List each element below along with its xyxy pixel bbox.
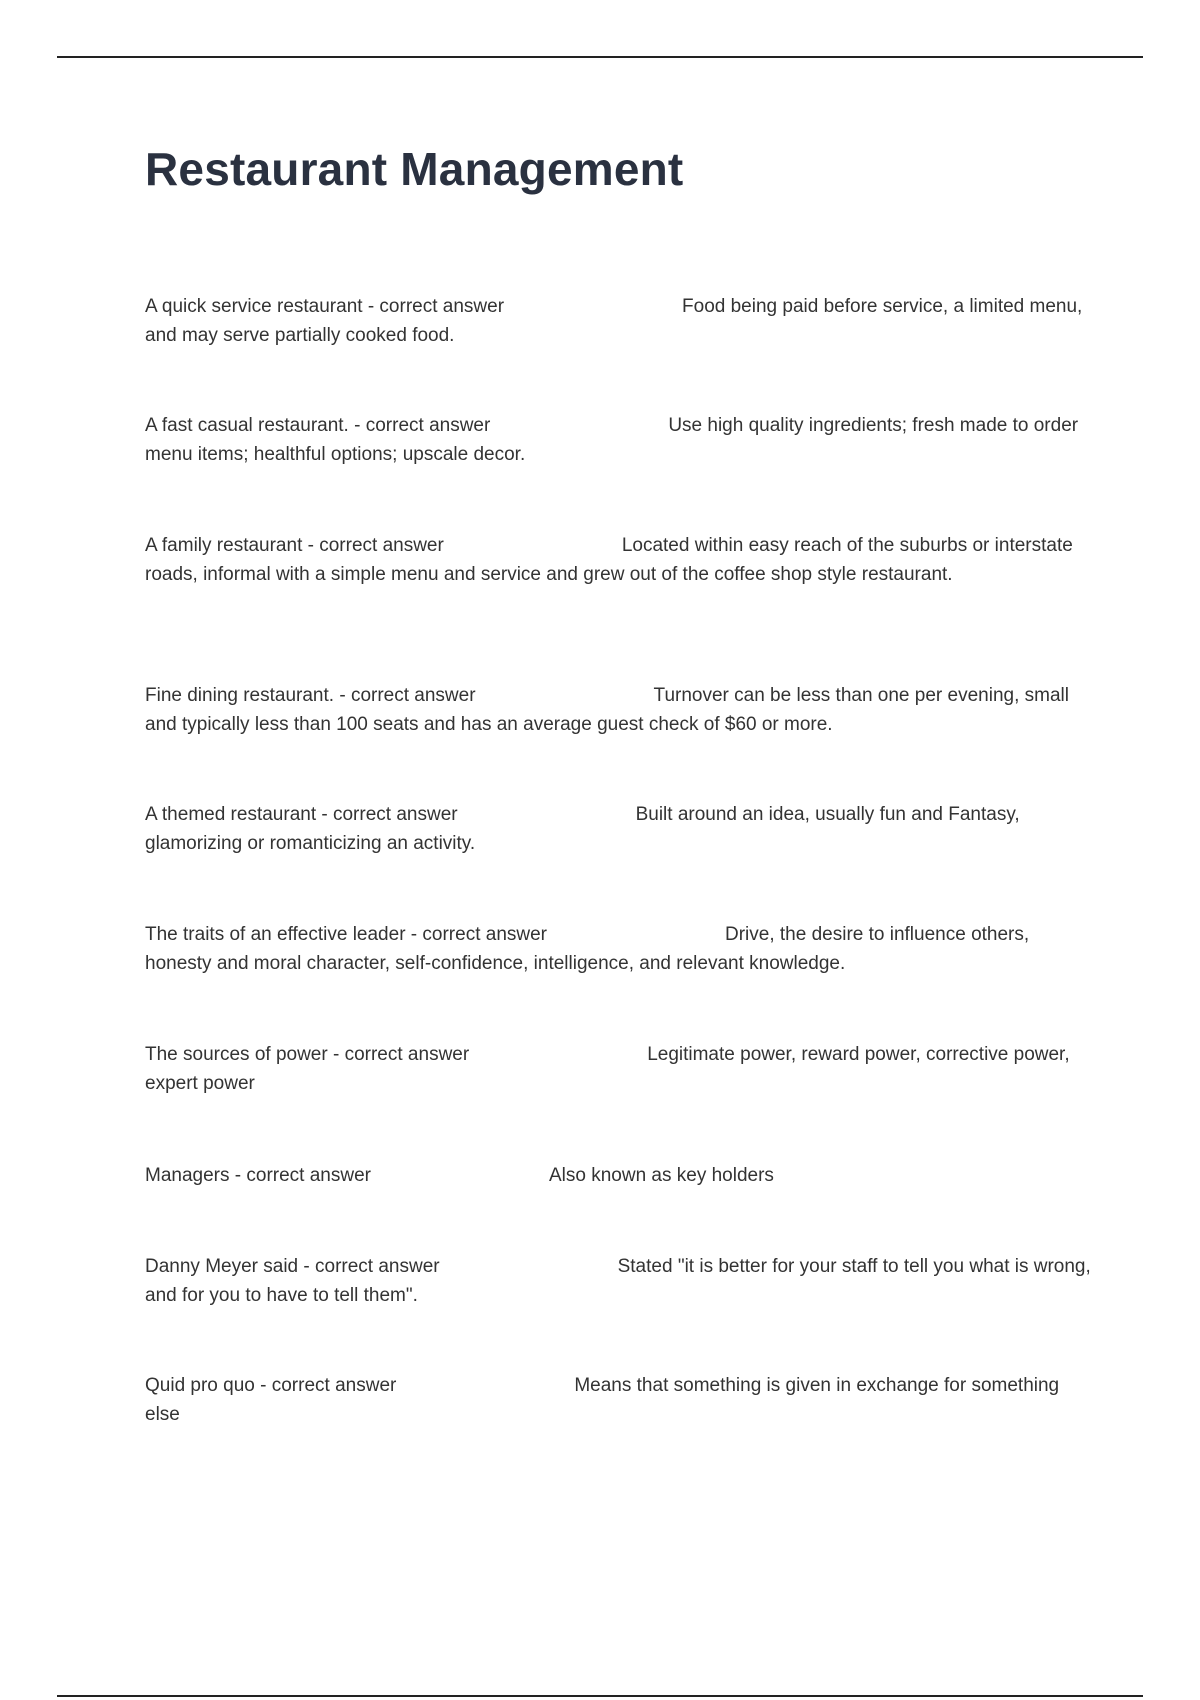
card-term: A fast casual restaurant. - correct answer xyxy=(145,415,491,436)
flashcard xyxy=(145,1371,1095,1429)
card-term: The traits of an effective leader - correct answer xyxy=(145,924,547,945)
card-definition: Use high quality ingredients; fresh made to order menu items; healthful options; upscale decor. xyxy=(145,415,1079,465)
card-term: A quick service restaurant - correct answer xyxy=(145,296,505,317)
page-title: Restaurant Management xyxy=(145,143,684,195)
card-term: Danny Meyer said - correct answer xyxy=(145,1256,440,1277)
flashcard xyxy=(145,681,1095,739)
card-term: The sources of power - correct answer xyxy=(145,1044,470,1065)
card-term: Managers - correct answer xyxy=(145,1165,371,1186)
flashcard xyxy=(145,800,1095,858)
card-definition: Means that something is given in exchange for something else xyxy=(145,1375,1060,1425)
flashcard xyxy=(145,1161,1095,1190)
footer-rule xyxy=(57,1695,1143,1697)
card-term: Fine dining restaurant. - correct answer xyxy=(145,685,476,706)
card-definition: Food being paid before service, a limited menu, and may serve partially cooked food. xyxy=(145,296,1083,346)
card-definition: Built around an idea, usually fun and Fantasy, glamorizing or romanticizing an activity. xyxy=(145,804,1020,854)
card-definition: Stated "it is better for your staff to tell you what is wrong, and for you to have to tell them". xyxy=(145,1256,1091,1306)
card-term: A family restaurant - correct answer xyxy=(145,535,444,556)
card-definition: Located within easy reach of the suburbs or interstate roads, informal with a simple menu and service and grew out of the coffee shop style restaurant. xyxy=(145,535,1073,585)
card-term: Quid pro quo - correct answer xyxy=(145,1375,397,1396)
flashcard xyxy=(145,292,1095,350)
flashcard xyxy=(145,531,1095,589)
card-definition: Turnover can be less than one per evening, small and typically less than 100 seats and has an average guest check of $60 or more. xyxy=(145,685,1069,735)
header-rule xyxy=(57,56,1143,58)
card-definition: Also known as key holders xyxy=(548,1165,774,1186)
flashcard xyxy=(145,411,1095,469)
flashcard xyxy=(145,1252,1095,1310)
card-term: A themed restaurant - correct answer xyxy=(145,804,458,825)
card-definition: Legitimate power, reward power, corrective power, expert power xyxy=(145,1044,1070,1094)
card-definition: Drive, the desire to influence others, honesty and moral character, self-confidence, intelligence, and relevant knowledge. xyxy=(145,924,1030,974)
flashcard xyxy=(145,1040,1095,1098)
flashcard xyxy=(145,920,1095,978)
